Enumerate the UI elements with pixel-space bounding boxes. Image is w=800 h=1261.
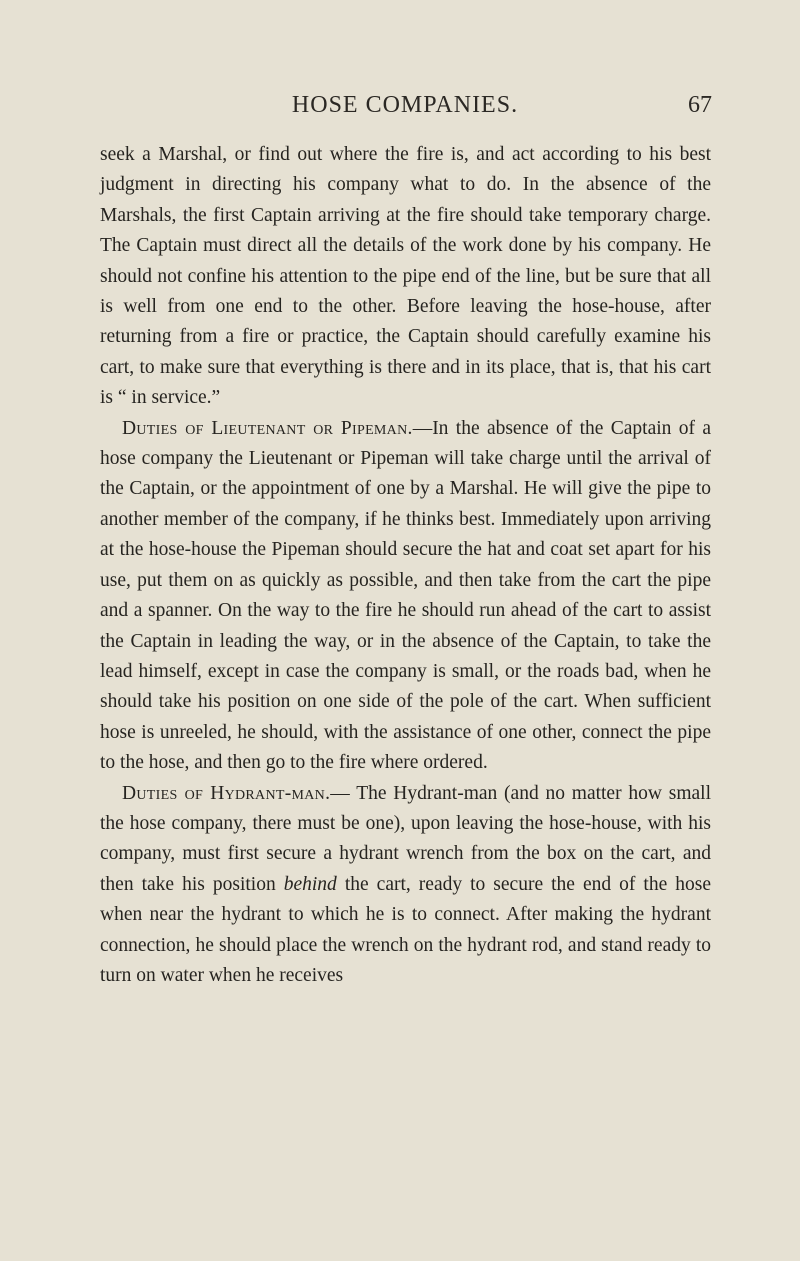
paragraph-text: seek a Marshal, or find out where the fire is, and act according to his best judgment in directing his company what to do. In the absence of the Marshals, the first Captain arriving at the fire should take temporary charge. The Captain must direct all the details of the work done by his company. He should not confine his attention to the pipe end of the line, but be sure that all is well from one end to the other. Before leaving the hose-house, after returning from a fire or practice, the Captain should carefully examine his cart, to make sure that everything is there and in its place, that is, that his cart is “ in service.” bbox=[100, 144, 711, 409]
running-head bbox=[98, 92, 712, 132]
page-number: 67 bbox=[688, 92, 712, 118]
running-title: HOSE COMPANIES. bbox=[291, 92, 519, 118]
body-text bbox=[100, 140, 711, 991]
section-heading-hydrant-man: Duties of Hydrant-man. bbox=[122, 782, 331, 804]
paragraph-text: —In the absence of the Captain of a hose company the Lieutenant or Pipeman will take charge until the arrival of the Captain, or the appointment of one by a Marshal. He will give the pipe to another member of the company, if he thinks best. Immediately upon arriving at the hose-house the Pipeman should secure the hat and coat set apart for his use, put them on as quickly as possible, and then take from the cart the pipe and a spanner. On the way to the fire he should run ahead of the cart to assist the Captain in leading the way, or in the absence of the Captain, to take the lead himself, except in case the company is small, or the roads bad, when he should take his position on one side of the pole of the cart. When sufficient hose is unreeled, he should, with the assistance of one other, connect the pipe to the hose, and then go to the fire where ordered. bbox=[100, 417, 711, 774]
paragraph-text: the cart, ready to secure the end of the hose when near the hydrant to which he is to connect. After making the hydrant connection, he should place the wrench on the hydrant rod, and stand ready to turn on water when he receives bbox=[100, 873, 711, 986]
section-heading-lieutenant: Duties of Lieutenant or Pipeman. bbox=[122, 417, 413, 439]
italic-emphasis: behind bbox=[283, 873, 337, 895]
paragraph-text: — The Hydrant-man (and no matter how small the hose company, there must be one), upon leaving the hose-house, with his company, must first secure a hydrant wrench from the box on the cart, and then take his position bbox=[100, 782, 711, 895]
paragraph-duties-lieutenant bbox=[100, 414, 711, 779]
paragraph-duties-hydrant-man bbox=[100, 779, 711, 992]
paragraph-continuation bbox=[100, 140, 711, 414]
